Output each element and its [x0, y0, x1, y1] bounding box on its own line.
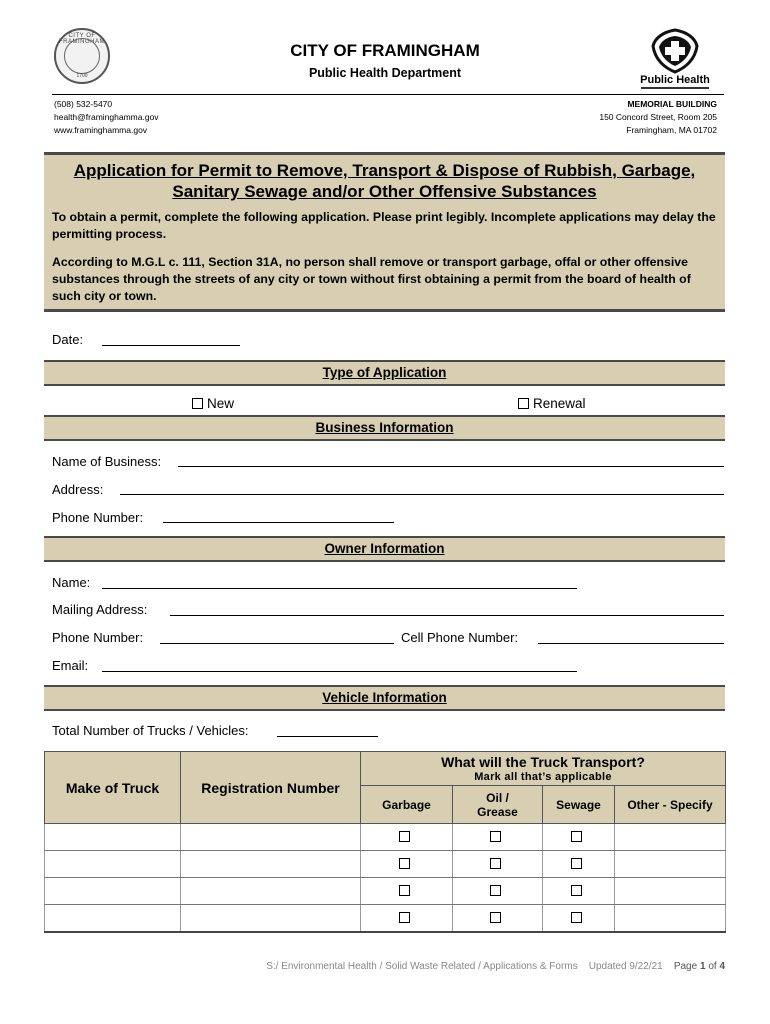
business-name-label: Name of Business: — [52, 454, 162, 469]
registration-cell[interactable] — [181, 824, 361, 851]
oil-grease-checkbox[interactable] — [490, 858, 501, 869]
oil-grease-header: Oil / Grease — [453, 786, 543, 824]
seal-text: CITY OF FRAMINGHAM — [59, 33, 105, 45]
option-new[interactable] — [192, 396, 234, 411]
sewage-checkbox[interactable] — [571, 912, 582, 923]
business-phone-label: Phone Number: — [52, 510, 144, 525]
total-trucks-label: Total Number of Trucks / Vehicles: — [52, 723, 249, 738]
sewage-checkbox[interactable] — [571, 858, 582, 869]
make-cell[interactable] — [45, 851, 181, 878]
public-health-logo — [633, 28, 717, 90]
logo-tagline-bar — [641, 87, 709, 89]
owner-name-label: Name: — [52, 575, 91, 590]
oil-grease-cell — [453, 851, 543, 878]
other-cell[interactable] — [615, 878, 726, 905]
transport-header — [361, 752, 726, 786]
oil-grease-checkbox[interactable] — [490, 885, 501, 896]
form-title-line2: Sanitary Sewage and/or Other Offensive Substances — [172, 182, 597, 201]
garbage-cell — [361, 824, 453, 851]
public-health-logo-text: Public Health — [640, 74, 710, 86]
legal-text: According to M.G.L c. 111, Section 31A, no person shall remove or transport garbage, offal or other offensive substances through the streets of any city or town without first obtaining a permit from the board of health of such city or town. — [52, 255, 691, 303]
business-phone-field[interactable] — [163, 522, 394, 523]
cell-phone-label: Cell Phone Number: — [401, 630, 519, 645]
contact-right — [599, 98, 717, 137]
sewage-cell — [543, 824, 615, 851]
sewage-checkbox[interactable] — [571, 885, 582, 896]
page-number: 1 — [699, 961, 706, 972]
table-row — [45, 878, 726, 905]
garbage-cell — [361, 851, 453, 878]
mailing-address-label: Mailing Address: — [52, 602, 148, 617]
contact-email: health@framinghamma.gov — [54, 112, 159, 122]
city-title: CITY OF FRAMINGHAM — [290, 41, 480, 60]
page-total: 4 — [719, 961, 725, 972]
garbage-checkbox[interactable] — [399, 912, 410, 923]
garbage-checkbox[interactable] — [399, 858, 410, 869]
business-address-label: Address: — [52, 482, 104, 497]
table-row — [45, 905, 726, 933]
city-address: Framingham, MA 01702 — [626, 125, 717, 135]
date-label: Date: — [52, 332, 84, 347]
of-word: of — [708, 961, 717, 972]
transport-heading: What will the Truck Transport? — [441, 754, 645, 770]
building-name: MEMORIAL BUILDING — [627, 99, 717, 109]
intro-box — [44, 152, 725, 312]
owner-name-field[interactable] — [102, 588, 577, 589]
seal-year: 1700 — [76, 73, 88, 79]
registration-number-header: Registration Number — [181, 752, 361, 824]
sewage-checkbox[interactable] — [571, 831, 582, 842]
owner-phone-field[interactable] — [160, 643, 394, 644]
instructions-text: To obtain a permit, complete the following application. Please print legibly. Incomplete applications may delay the permitting process. — [52, 210, 716, 241]
transport-subheading: Mark all that’s applicable — [474, 771, 612, 783]
street-address: 150 Concord Street, Room 205 — [599, 112, 717, 122]
option-renewal[interactable] — [518, 396, 586, 411]
form-title — [44, 160, 725, 202]
cell-phone-field[interactable] — [538, 643, 724, 644]
garbage-header: Garbage — [361, 786, 453, 824]
other-cell[interactable] — [615, 905, 726, 933]
renewal-label: Renewal — [533, 396, 586, 411]
contact-phone: (508) 532-5470 — [54, 99, 113, 109]
make-cell[interactable] — [45, 905, 181, 933]
business-information-header: Business Information — [44, 415, 725, 441]
header-divider — [52, 94, 724, 95]
department-name: Public Health Department — [308, 66, 462, 80]
table-row — [45, 824, 726, 851]
registration-cell[interactable] — [181, 851, 361, 878]
oil-grease-cell — [453, 905, 543, 933]
other-cell[interactable] — [615, 824, 726, 851]
date-field[interactable] — [102, 345, 240, 346]
make-of-truck-header: Make of Truck — [45, 752, 181, 824]
email-label: Email: — [52, 658, 89, 673]
vehicle-table — [44, 751, 726, 933]
page-word: Page — [673, 961, 698, 972]
other-specify-header: Other - Specify — [615, 786, 726, 824]
other-cell[interactable] — [615, 851, 726, 878]
contact-left — [54, 98, 159, 137]
mailing-address-field[interactable] — [170, 615, 724, 616]
updated-date: Updated 9/22/21 — [588, 961, 663, 972]
sewage-cell — [543, 851, 615, 878]
make-cell[interactable] — [45, 824, 181, 851]
oil-grease-checkbox[interactable] — [490, 912, 501, 923]
new-label: New — [207, 396, 235, 411]
owner-information-header: Owner Information — [44, 536, 725, 562]
file-path: S:/ Environmental Health / Solid Waste Related / Applications & Forms — [266, 961, 578, 972]
type-of-application-header: Type of Application — [44, 360, 725, 386]
sewage-header: Sewage — [543, 786, 615, 824]
business-address-field[interactable] — [120, 494, 724, 495]
shield-cross-icon — [633, 28, 717, 74]
business-name-field[interactable] — [178, 466, 724, 467]
renewal-checkbox[interactable] — [518, 398, 529, 409]
garbage-cell — [361, 878, 453, 905]
garbage-checkbox[interactable] — [399, 831, 410, 842]
oil-grease-checkbox[interactable] — [490, 831, 501, 842]
total-trucks-field[interactable] — [277, 736, 378, 737]
table-row — [45, 851, 726, 878]
garbage-checkbox[interactable] — [399, 885, 410, 896]
make-cell[interactable] — [45, 878, 181, 905]
registration-cell[interactable] — [181, 878, 361, 905]
oil-grease-cell — [453, 824, 543, 851]
owner-phone-label: Phone Number: — [52, 630, 144, 645]
email-field[interactable] — [102, 671, 577, 672]
oil-grease-cell — [453, 878, 543, 905]
garbage-cell — [361, 905, 453, 933]
registration-cell[interactable] — [181, 905, 361, 933]
form-title-line1: Application for Permit to Remove, Transport & Dispose of Rubbish, Garbage, — [73, 161, 696, 180]
new-checkbox[interactable] — [192, 398, 203, 409]
contact-website: www.framinghamma.gov — [54, 125, 148, 135]
sewage-cell — [543, 878, 615, 905]
vehicle-information-header: Vehicle Information — [44, 685, 725, 711]
page-footer — [266, 961, 725, 972]
sewage-cell — [543, 905, 615, 933]
